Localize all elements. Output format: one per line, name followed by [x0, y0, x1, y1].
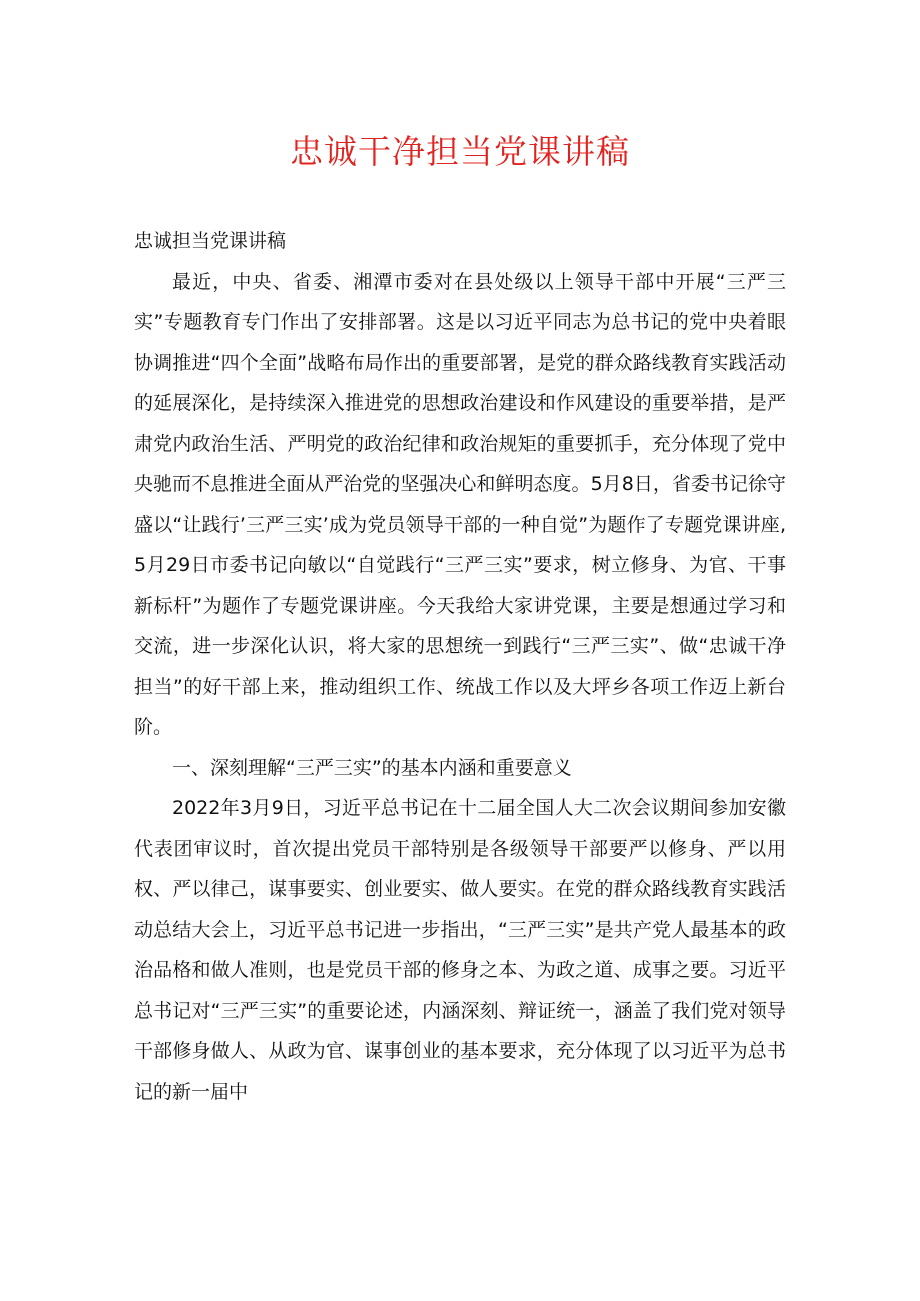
paragraph-intro: 最近，中央、省委、湘潭市委对在县处级以上领导干部中开展“三严三实”专题教育专门作出了安排部署。这是以习近平同志为总书记的党中央着眼协调推进“四个全面”战略布局作出的重要部署，是党的群众路线教育实践活动的延展深化，是持续深入推进党的思想政治建设和作风建设的重要举措，是严肃党内政治生活、严明党的政治纪律和政治规矩的重要抓手，充分体现了党中央驰而不息推进全面从严治党的坚强决心和鲜明态度。5月8日，省委书记徐守盛以“让践行’三严三实’成为党员领导干部的一种自觉”为题作了专题党课讲座,5月29日市委书记向敏以“自觉践行“三严三实”要求，树立修身、为官、干事新标杆”为题作了专题党课讲座。今天我给大家讲党课，主要是想通过学习和交流，进一步深化认识，将大家的思想统一到践行“三严三实”、做“忠诚干净担当”的好干部上来，推动组织工作、统战工作以及大坪乡各项工作迈上新台阶。 — [134, 270, 786, 738]
document-body — [134, 221, 786, 1112]
document-subtitle: 忠诚担当党课讲稿 — [134, 230, 287, 252]
paragraph-section-one: 2022年3月9日，习近平总书记在十二届全国人大二次会议期间参加安徽代表团审议时，首次提出党员干部特别是各级领导干部要严以修身、严以用权、严以律己，谋事要实、创业要实、做人要实。在党的群众路线教育实践活动总结大会上，习近平总书记进一步指出，“三严三实”是共产党人最基本的政治品格和做人准则，也是党员干部的修身之本、为政之道、成事之要。习近平总书记对“三严三实”的重要论述，内涵深刻、辩证统一，涵盖了我们党对领导干部修身做人、从政为官、谋事创业的基本要求，充分体现了以习近平为总书记的新一届中 — [134, 797, 786, 1103]
section-heading-one: 一、深刻理解“三严三实”的基本内涵和重要意义 — [172, 756, 572, 779]
document-title: 忠诚干净担当党课讲稿 — [290, 132, 630, 171]
